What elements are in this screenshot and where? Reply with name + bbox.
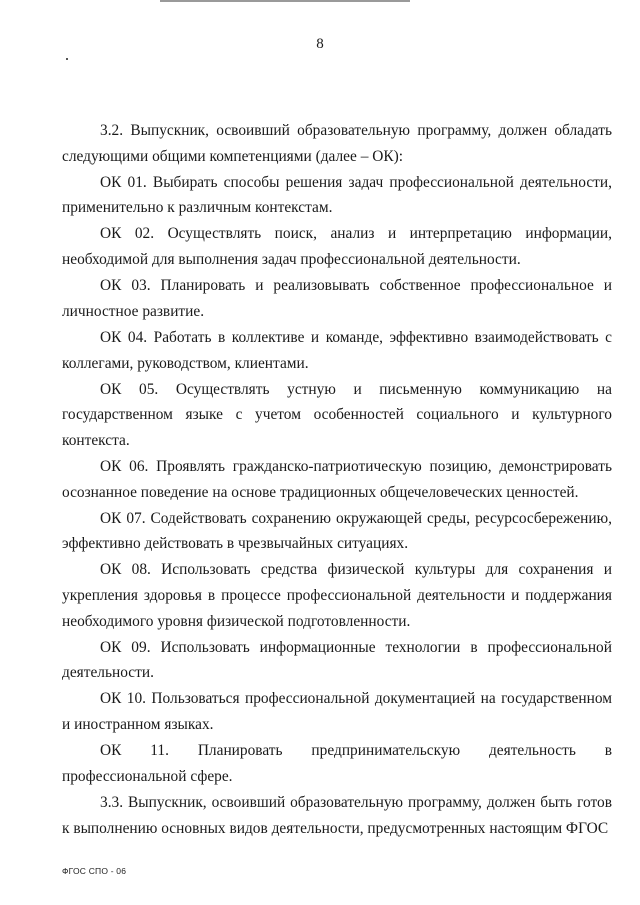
competency-ok-07: ОК 07. Содействовать сохранению окружающей среды, ресурсосбережению, эффективно действовать в чрезвычайных ситуациях.	[62, 509, 612, 553]
competency-ok-02: ОК 02. Осуществлять поиск, анализ и интерпретацию информации, необходимой для выполнения задач профессиональной деятельности.	[62, 225, 612, 269]
competency-ok-04: ОК 04. Работать в коллективе и команде, эффективно взаимодействовать с коллегами, руководством, клиентами.	[62, 328, 612, 372]
footer-standard-mark: ФГОС СПО - 06	[62, 866, 127, 876]
competency-ok-06: ОК 06. Проявлять гражданско-патриотическую позицию, демонстрировать осознанное поведение на основе традиционных общечеловеческих ценностей.	[62, 457, 612, 501]
competency-ok-01: ОК 01. Выбирать способы решения задач профессиональной деятельности, применительно к различным контекстам.	[62, 173, 612, 217]
page-number: 8	[316, 36, 324, 52]
competency-ok-05: ОК 05. Осуществлять устную и письменную коммуникацию на государственном языке с учетом особенностей социального и культурного контекста.	[62, 380, 612, 449]
paragraph-3-2: 3.2. Выпускник, освоивший образовательную программу, должен обладать следующими общими компетенциями (далее – ОК):	[62, 122, 612, 165]
competency-ok-10: ОК 10. Пользоваться профессиональной документацией на государственном и иностранном языках.	[62, 690, 612, 734]
top-edge-rule	[160, 0, 410, 2]
competency-ok-11: ОК 11. Планировать предпринимательскую деятельность в профессиональной сфере.	[62, 742, 612, 785]
competency-ok-09: ОК 09. Использовать информационные технологии в профессиональной деятельности.	[62, 638, 612, 682]
competency-ok-08: ОК 08. Использовать средства физической культуры для сохранения и укрепления здоровья в процессе профессиональной деятельности и поддержания необходимого уровня физической подготовленности.	[62, 561, 612, 630]
scan-speck	[66, 58, 68, 60]
competency-ok-03: ОК 03. Планировать и реализовывать собственное профессиональное и личностное развитие.	[62, 277, 612, 320]
document-body	[62, 118, 612, 842]
paragraph-3-3: 3.3. Выпускник, освоивший образовательную программу, должен быть готов к выполнению основных видов деятельности, предусмотренных настоящим ФГОС	[62, 793, 612, 837]
